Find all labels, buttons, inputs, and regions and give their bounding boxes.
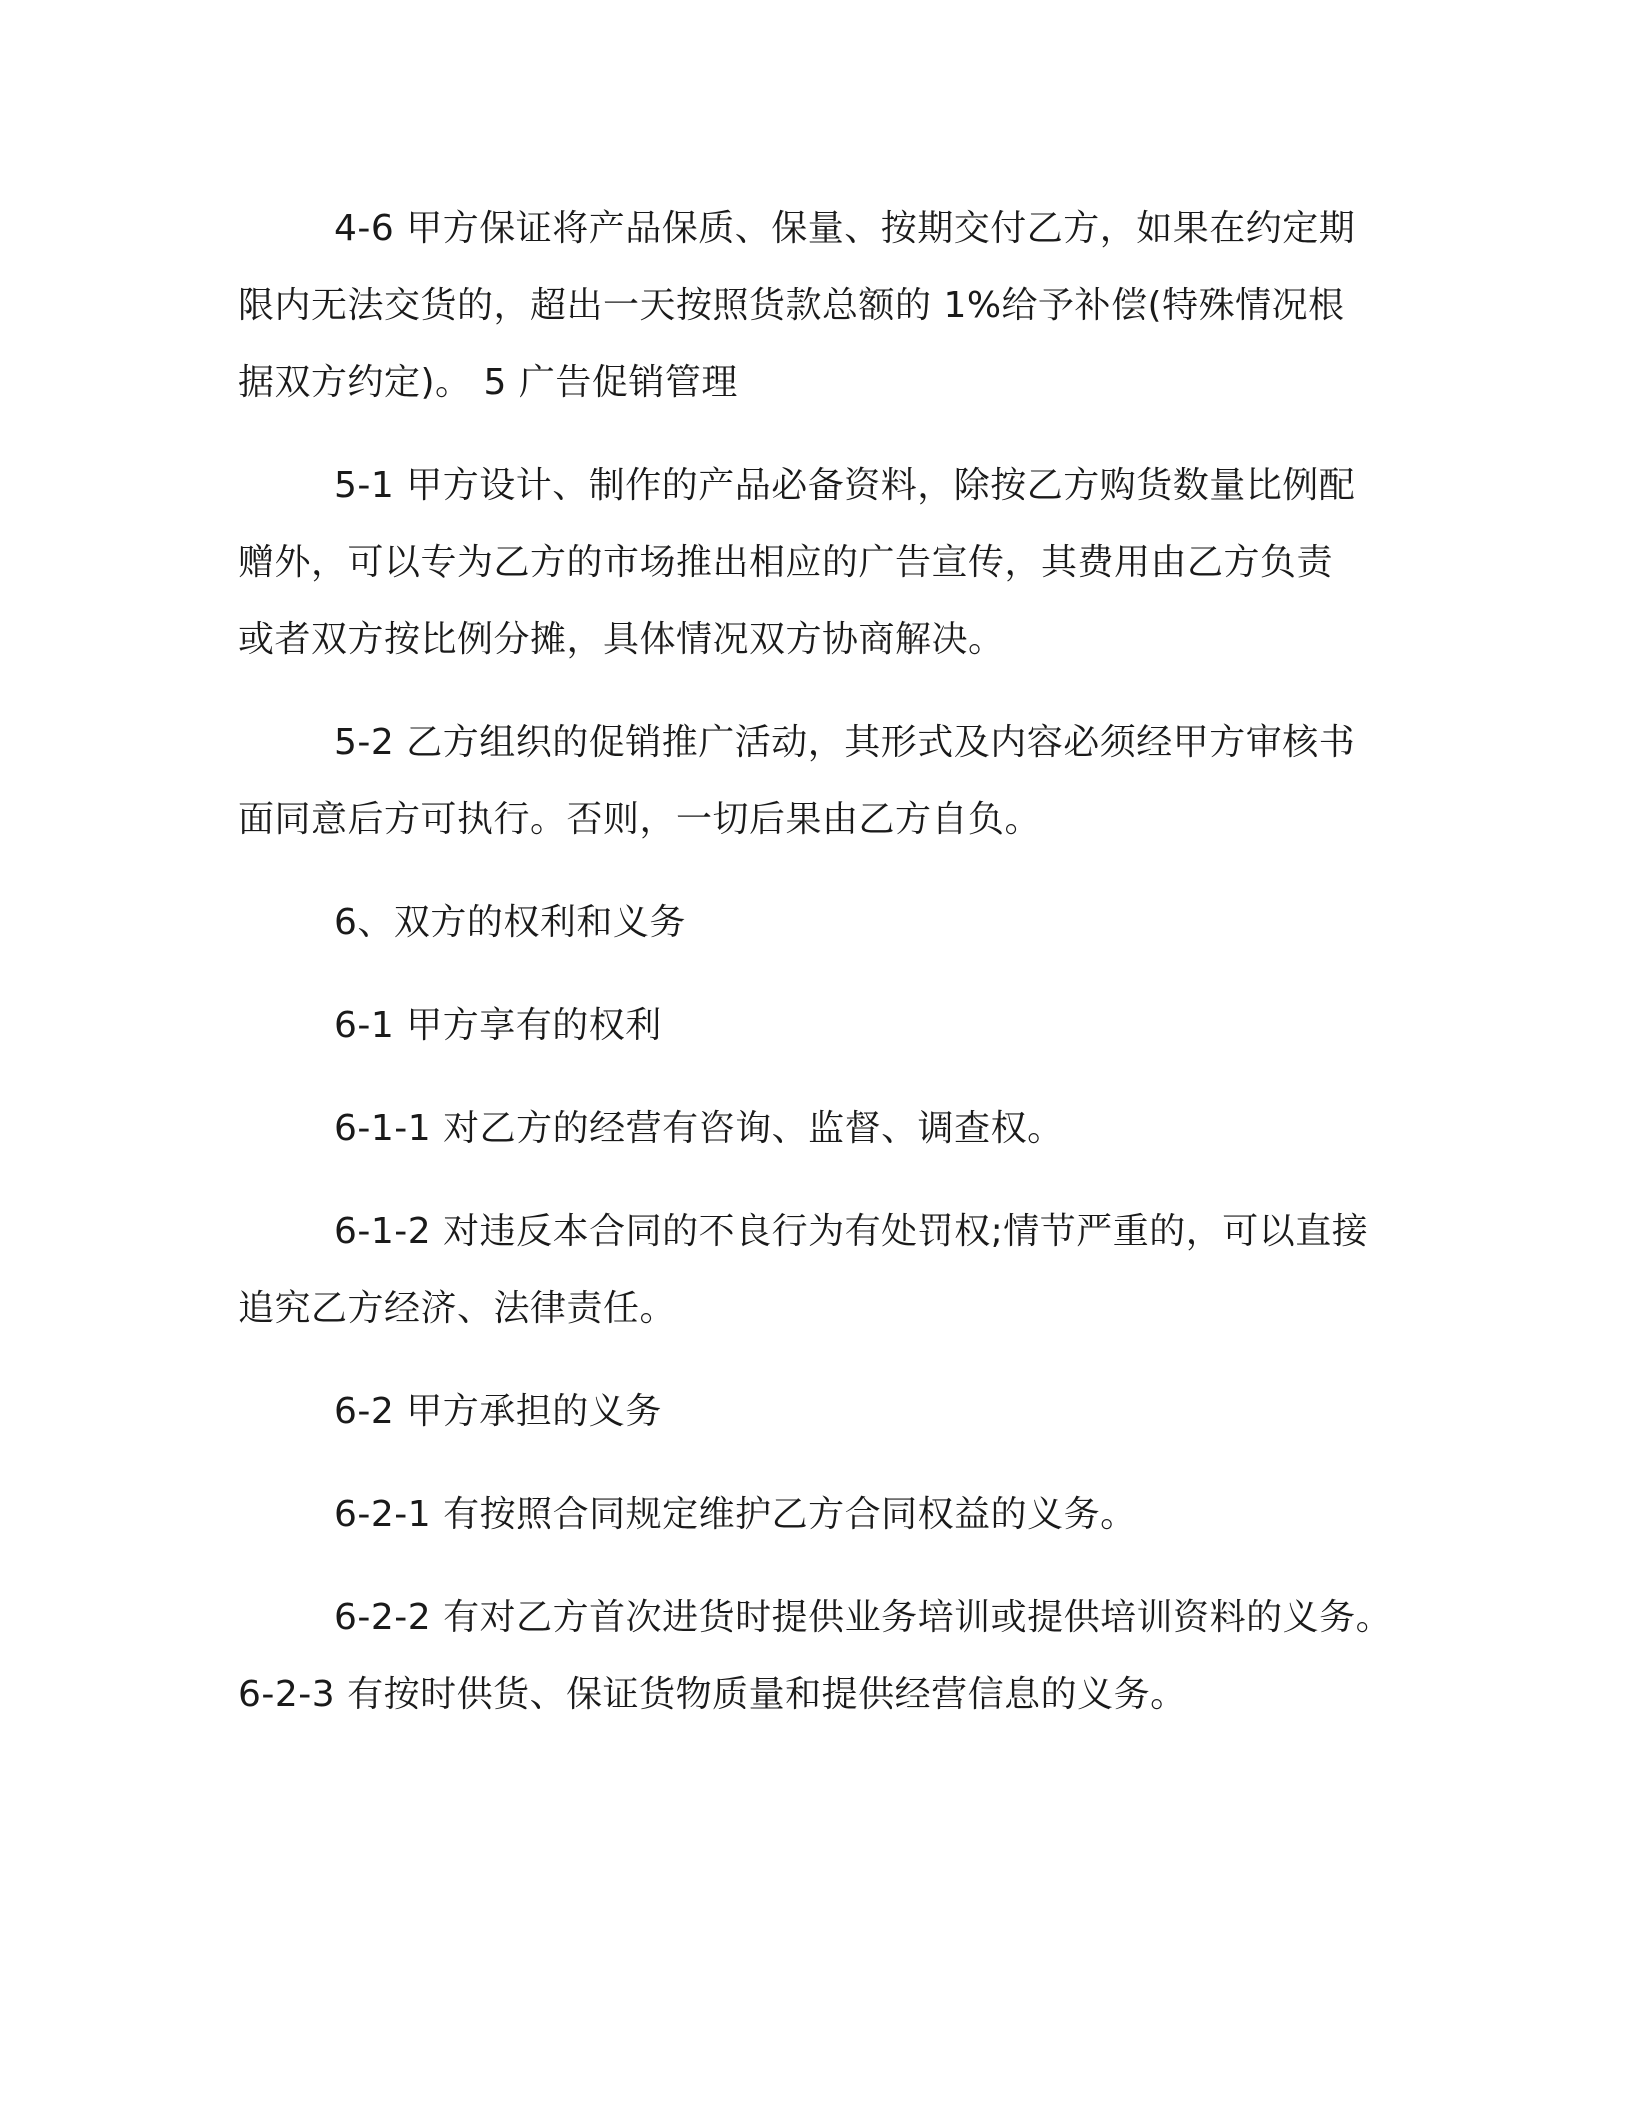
subsection-heading-6-1 — [238, 987, 1406, 1064]
paragraph-line: 或者双方按比例分摊，具体情况双方协商解决。 — [238, 619, 1005, 660]
subsection-heading-6-2 — [238, 1373, 1406, 1450]
document-body — [238, 190, 1406, 1759]
paragraph-line: 赠外，可以专为乙方的市场推出相应的广告宣传，其费用由乙方负责 — [238, 542, 1334, 583]
paragraph-line: 据双方约定)。 5 广告促销管理 — [238, 362, 738, 403]
paragraph-line: 6、双方的权利和义务 — [334, 902, 686, 943]
paragraph-line: 6-2 甲方承担的义务 — [334, 1391, 662, 1432]
paragraph-6-2-3 — [238, 1656, 1406, 1733]
paragraph-6-1-1 — [238, 1090, 1406, 1167]
paragraph-line: 6-2-3 有按时供货、保证货物质量和提供经营信息的义务。 — [238, 1674, 1187, 1715]
paragraph-line: 6-2-2 有对乙方首次进货时提供业务培训或提供培训资料的义务。 — [334, 1597, 1393, 1638]
section-heading-6 — [238, 884, 1406, 961]
paragraph-line: 6-1 甲方享有的权利 — [334, 1005, 662, 1046]
paragraph-6-2-1 — [238, 1476, 1406, 1553]
paragraph-line: 6-1-2 对违反本合同的不良行为有处罚权;情节严重的，可以直接 — [334, 1211, 1369, 1252]
paragraph-line: 限内无法交货的，超出一天按照货款总额的 1%给予补偿(特殊情况根 — [238, 285, 1345, 326]
paragraph-line: 追究乙方经济、法律责任。 — [238, 1288, 677, 1329]
paragraph-line: 5-2 乙方组织的促销推广活动，其形式及内容必须经甲方审核书 — [334, 722, 1356, 763]
paragraph-line: 5-1 甲方设计、制作的产品必备资料，除按乙方购货数量比例配 — [334, 465, 1356, 506]
paragraph-5-2 — [238, 704, 1406, 858]
paragraph-5-1 — [238, 447, 1406, 678]
paragraph-line: 6-1-1 对乙方的经营有咨询、监督、调查权。 — [334, 1108, 1064, 1149]
paragraph-4-6 — [238, 190, 1406, 421]
paragraph-line: 6-2-1 有按照合同规定维护乙方合同权益的义务。 — [334, 1494, 1137, 1535]
paragraph-6-1-2 — [238, 1193, 1406, 1347]
paragraph-line: 4-6 甲方保证将产品保质、保量、按期交付乙方，如果在约定期 — [334, 208, 1356, 249]
paragraph-line: 面同意后方可执行。否则，一切后果由乙方自负。 — [238, 799, 1042, 840]
paragraph-6-2-2 — [238, 1579, 1406, 1656]
